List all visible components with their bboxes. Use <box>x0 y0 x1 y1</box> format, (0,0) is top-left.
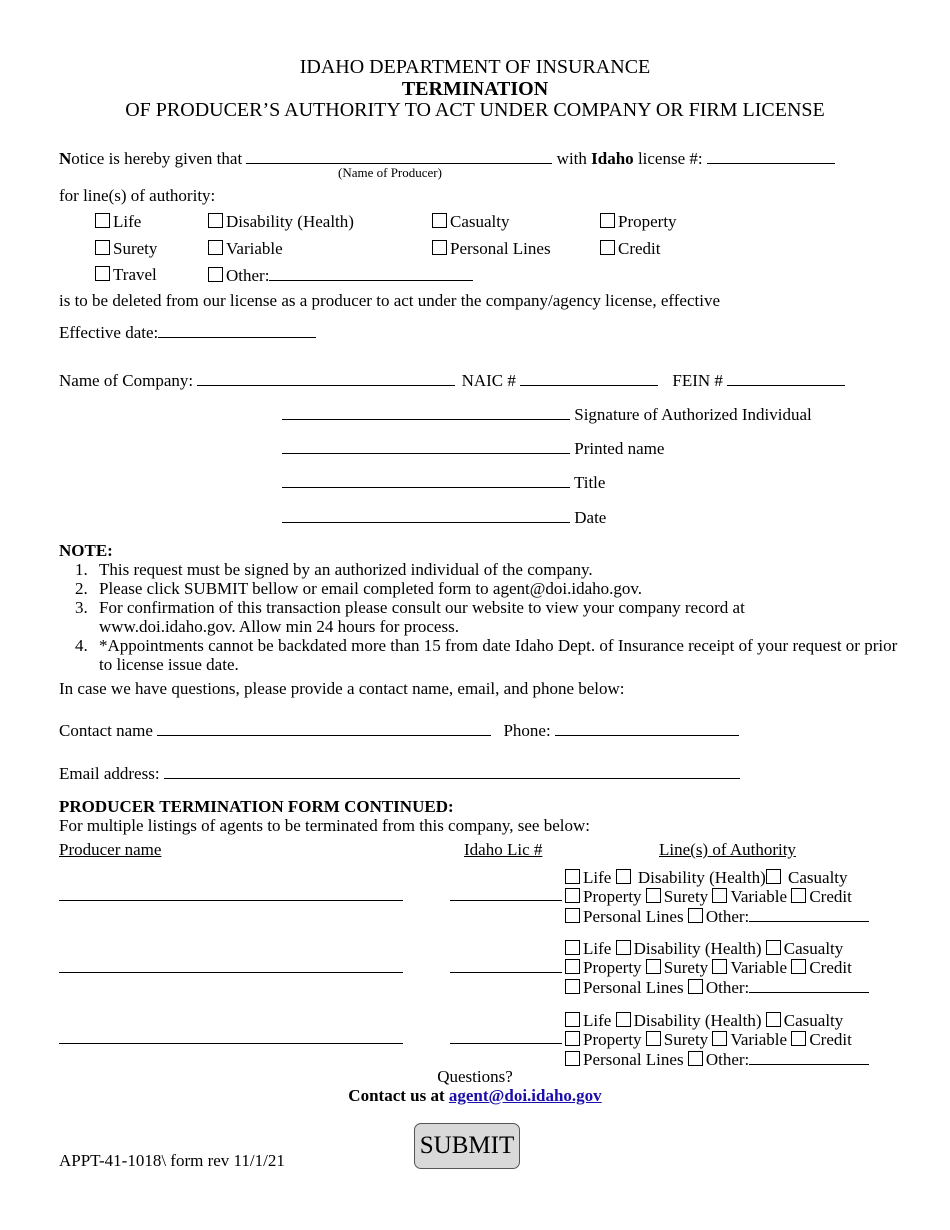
form-title: TERMINATION <box>401 78 549 100</box>
lines-label: for line(s) of authority: <box>59 186 216 205</box>
checkbox[interactable] <box>600 240 615 255</box>
contact-name-label: Contact name <box>59 721 153 740</box>
loa-label: Variable <box>226 239 283 258</box>
note-item <box>59 560 919 579</box>
loa-label: Casualty <box>783 939 844 958</box>
loa-label: Travel <box>113 265 157 284</box>
checkbox[interactable] <box>616 869 631 884</box>
note-item <box>59 636 909 674</box>
notice-line <box>59 148 835 169</box>
producer-caption: (Name of Producer) <box>338 165 442 180</box>
checkbox[interactable] <box>565 1031 580 1046</box>
note-text: *Appointments cannot be backdated more than 15 from date Idaho Dept. of Insurance receipt of your request or prior to license issue date. <box>99 636 898 674</box>
effective-date-row <box>59 322 316 343</box>
loa-label: Variable <box>730 1029 788 1049</box>
checkbox[interactable] <box>688 908 703 923</box>
effective-date-label: Effective date: <box>59 323 159 342</box>
checkbox[interactable] <box>766 1012 781 1027</box>
checkbox[interactable] <box>616 1012 631 1027</box>
contact-email-link[interactable]: agent@doi.idaho.gov <box>448 1086 602 1105</box>
checkbox[interactable] <box>565 979 580 994</box>
loa-label: Personal Lines <box>583 907 684 926</box>
checkbox[interactable] <box>565 959 580 974</box>
checkbox[interactable] <box>791 888 806 903</box>
loa-label: Credit <box>809 886 852 906</box>
notice-lead: otice is hereby given that <box>71 149 243 168</box>
idaho-lic-input[interactable] <box>450 957 562 973</box>
note-text: For confirmation of this transaction please consult our website to view your company record at www.doi.idaho.gov. Allow min 24 hours for process. <box>99 598 745 636</box>
loa-variable[interactable] <box>208 239 283 259</box>
continued-description: For multiple listings of agents to be terminated from this company, see below: <box>59 816 590 835</box>
fein-label: FEIN # <box>672 371 723 390</box>
naic-label: NAIC # <box>461 371 516 390</box>
signature-row <box>282 404 812 425</box>
company-name-label: Name of Company: <box>59 371 194 390</box>
note-number: 2. <box>75 579 88 598</box>
checkbox[interactable] <box>95 240 110 255</box>
producer-name-field[interactable] <box>246 148 552 164</box>
signature-label: Signature of Authorized Individual <box>574 405 812 424</box>
other-field[interactable] <box>749 1049 869 1065</box>
loa-label: Property <box>583 1029 642 1049</box>
date-label: Date <box>574 508 607 527</box>
checkbox[interactable] <box>712 1031 727 1046</box>
lic-row <box>450 885 562 906</box>
note-list <box>59 560 919 674</box>
signature-field[interactable] <box>282 404 570 420</box>
checkbox[interactable] <box>646 888 661 903</box>
email-row <box>59 763 740 784</box>
note-number: 3. <box>75 598 88 617</box>
printed-name-field[interactable] <box>282 438 570 454</box>
loa-label: Credit <box>809 1029 852 1049</box>
producer-name-input[interactable] <box>59 885 403 901</box>
checkbox[interactable] <box>208 213 223 228</box>
license-label: license #: <box>637 149 703 168</box>
checkbox[interactable] <box>766 869 781 884</box>
continued-heading: PRODUCER TERMINATION FORM CONTINUED: <box>59 797 454 816</box>
loa-label: Other: <box>226 266 270 285</box>
title-row <box>282 472 605 493</box>
loa-label: Life <box>583 939 612 958</box>
loa-label: Life <box>583 868 612 887</box>
loa-life[interactable] <box>95 212 141 232</box>
loa-label: Casualty <box>450 212 510 231</box>
title-field[interactable] <box>282 472 570 488</box>
checkbox[interactable] <box>565 1051 580 1066</box>
deletion-text: is to be deleted from our license as a producer to act under the company/agency license, effective <box>59 291 720 310</box>
loa-group <box>565 1012 869 1070</box>
checkbox[interactable] <box>646 1031 661 1046</box>
printed-name-row <box>282 438 664 459</box>
date-field[interactable] <box>282 507 570 523</box>
company-name-field[interactable] <box>197 370 455 386</box>
contact-us-line <box>0 1086 950 1106</box>
loa-group <box>565 869 869 927</box>
checkbox[interactable] <box>646 959 661 974</box>
submit-button[interactable]: SUBMIT <box>414 1123 520 1169</box>
checkbox[interactable] <box>600 213 615 228</box>
checkbox[interactable] <box>565 1012 580 1027</box>
loa-label: Disability (Health) <box>633 1011 762 1030</box>
other-field[interactable] <box>269 265 473 281</box>
date-row <box>282 507 606 528</box>
loa-label: Variable <box>730 957 788 977</box>
other-field[interactable] <box>749 977 869 993</box>
questions-text: Questions? <box>437 1067 513 1086</box>
checkbox[interactable] <box>432 213 447 228</box>
email-field[interactable] <box>164 763 740 779</box>
checkbox[interactable] <box>688 979 703 994</box>
phone-field[interactable] <box>555 720 739 736</box>
loa-label: Surety <box>113 239 158 258</box>
note-heading: NOTE: <box>59 541 113 560</box>
loa-label: Surety <box>663 1029 709 1049</box>
fein-field[interactable] <box>727 370 845 386</box>
checkbox[interactable] <box>712 959 727 974</box>
loa-label: Property <box>583 886 642 906</box>
loa-label: Other: <box>705 978 750 997</box>
loa-label: Other: <box>705 1050 750 1069</box>
col-idaho-lic: Idaho Lic # <box>464 840 543 859</box>
producer-name-input[interactable] <box>59 1028 403 1044</box>
checkbox[interactable] <box>95 266 110 281</box>
effective-date-field[interactable] <box>158 322 316 338</box>
loa-label: Casualty <box>788 868 848 887</box>
loa-property[interactable] <box>600 212 677 232</box>
loa-other[interactable] <box>208 265 473 286</box>
loa-label: Credit <box>618 239 661 258</box>
table-row <box>59 885 403 906</box>
loa-label: Property <box>618 212 677 231</box>
checkbox[interactable] <box>208 267 223 282</box>
note-text: This request must be signed by an authorized individual of the company. <box>99 560 593 579</box>
loa-label: Property <box>583 957 642 977</box>
notice-state: Idaho <box>591 149 634 168</box>
contact-name-field[interactable] <box>157 720 491 736</box>
col-lines-of-authority: Line(s) of Authority <box>659 840 796 859</box>
checkbox[interactable] <box>791 1031 806 1046</box>
loa-label: Personal Lines <box>583 978 684 997</box>
checkbox[interactable] <box>95 213 110 228</box>
loa-label: Other: <box>705 907 750 926</box>
other-field[interactable] <box>749 906 869 922</box>
loa-label: Surety <box>663 957 709 977</box>
checkbox[interactable] <box>565 908 580 923</box>
table-row <box>59 1028 403 1049</box>
lic-row <box>450 957 562 978</box>
checkbox[interactable] <box>565 940 580 955</box>
checkbox[interactable] <box>565 869 580 884</box>
agency-name: IDAHO DEPARTMENT OF INSURANCE <box>299 56 651 78</box>
loa-label: Credit <box>809 957 852 977</box>
contact-row <box>59 720 739 741</box>
checkbox[interactable] <box>616 940 631 955</box>
loa-label: Disability (Health) <box>637 868 766 887</box>
lic-row <box>450 1028 562 1049</box>
form-subtitle: OF PRODUCER’S AUTHORITY TO ACT UNDER COMPANY OR FIRM LICENSE <box>125 99 825 121</box>
loa-label: Life <box>113 212 142 231</box>
note-text: Please click SUBMIT bellow or email completed form to agent@doi.idaho.gov. <box>99 579 643 598</box>
col-producer-name: Producer name <box>59 840 162 859</box>
loa-label: Variable <box>730 886 788 906</box>
idaho-lic-input[interactable] <box>450 1028 562 1044</box>
note-item <box>59 598 869 636</box>
notice-first-letter: N <box>59 149 72 168</box>
company-row <box>59 370 845 391</box>
printed-name-label: Printed name <box>574 439 665 458</box>
loa-group <box>565 940 869 998</box>
loa-personal-lines[interactable] <box>432 239 551 259</box>
form-id: APPT-41-1018\ form rev 11/1/21 <box>59 1151 285 1170</box>
email-label: Email address: <box>59 764 160 783</box>
loa-label: Personal Lines <box>583 1050 684 1069</box>
loa-label: Surety <box>663 886 709 906</box>
checkbox[interactable] <box>208 240 223 255</box>
loa-label: Disability (Health) <box>226 212 354 231</box>
loa-label: Life <box>583 1011 612 1030</box>
contact-us-prefix: Contact us at <box>348 1086 445 1105</box>
checkbox[interactable] <box>766 940 781 955</box>
loa-surety[interactable] <box>95 239 157 259</box>
loa-casualty[interactable] <box>432 212 510 232</box>
loa-label: Disability (Health) <box>633 939 762 958</box>
title-label: Title <box>573 473 606 492</box>
note-number: 4. <box>75 636 88 655</box>
loa-credit[interactable] <box>600 239 661 259</box>
loa-label: Personal Lines <box>450 239 551 258</box>
naic-field[interactable] <box>520 370 658 386</box>
note-item <box>59 579 919 598</box>
checkbox[interactable] <box>712 888 727 903</box>
license-number-field[interactable] <box>707 148 835 164</box>
loa-label: Casualty <box>783 1011 844 1030</box>
phone-label: Phone: <box>503 721 551 740</box>
loa-travel[interactable] <box>95 265 157 285</box>
table-row <box>59 957 403 978</box>
loa-disability[interactable] <box>208 212 354 232</box>
checkbox[interactable] <box>688 1051 703 1066</box>
checkbox[interactable] <box>432 240 447 255</box>
checkbox[interactable] <box>791 959 806 974</box>
checkbox[interactable] <box>565 888 580 903</box>
notice-with: with <box>556 149 587 168</box>
note-number: 1. <box>75 560 88 579</box>
contact-intro: In case we have questions, please provide a contact name, email, and phone below: <box>59 679 625 698</box>
idaho-lic-input[interactable] <box>450 885 562 901</box>
producer-name-input[interactable] <box>59 957 403 973</box>
